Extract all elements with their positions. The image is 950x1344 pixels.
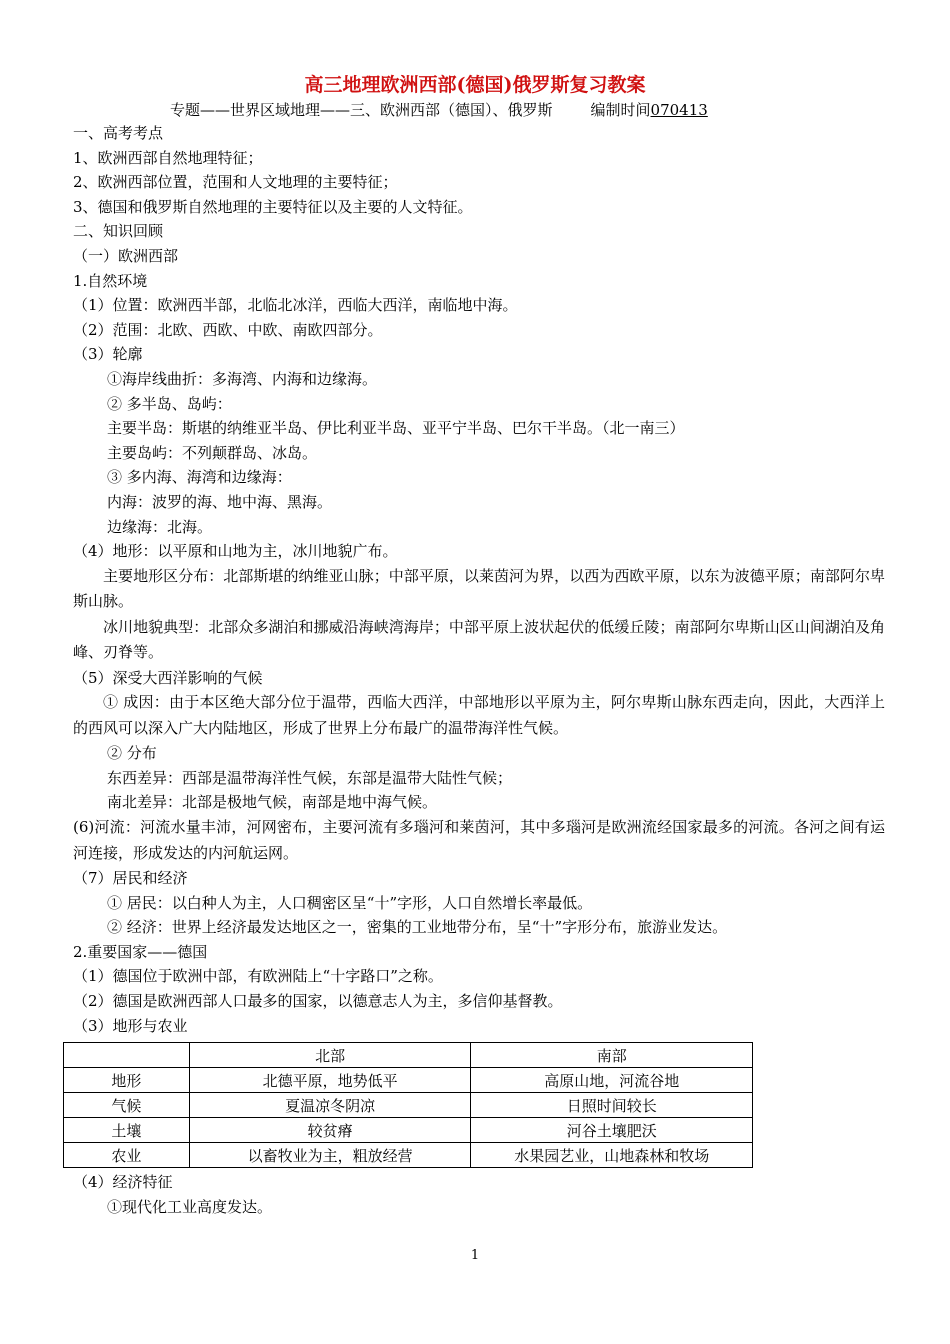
- document-title: 高三地理欧洲西部(德国)俄罗斯复习教案: [304, 74, 646, 96]
- table-header-cell: 南部: [471, 1043, 753, 1068]
- document-body: [73, 121, 885, 1038]
- table-cell: 较贫瘠: [189, 1118, 471, 1143]
- topic-text: 专题——世界区域地理——三、欧洲西部（德国）、俄罗斯: [170, 101, 553, 119]
- text-line: 1.自然环境: [73, 271, 148, 290]
- text-paragraph: 冰川地貌典型：北部众多湖泊和挪威沿海峡湾海岸；中部平原上波状起伏的低缓丘陵；南部阿尔卑斯山区山间湖泊及角峰、刃脊等。: [73, 617, 885, 662]
- table-row: [64, 1093, 753, 1118]
- text-line: （5）深受大西洋影响的气候: [73, 668, 263, 687]
- document-subtitle: [170, 99, 708, 120]
- table-cell: 河谷土壤肥沃: [471, 1118, 753, 1143]
- text-line: 2、欧洲西部位置，范围和人文地理的主要特征；: [73, 173, 398, 192]
- text-paragraph: ① 成因：由于本区绝大部分位于温带，西临大西洋，中部地形以平原为主，阿尔卑斯山脉东西走向，因此，大西洋上的西风可以深入广大内陆地区，形成了世界上分布最广的温带海洋性气候。: [73, 693, 885, 737]
- text-line: 南北差异：北部是极地气候，南部是地中海气候。: [107, 793, 438, 812]
- text-line: ①现代化工业高度发达。: [107, 1197, 273, 1216]
- table-header-row: [64, 1043, 753, 1068]
- page-number: 1: [470, 1248, 480, 1263]
- table-cell: 北德平原，地势低平: [189, 1068, 471, 1093]
- table-cell: 日照时间较长: [471, 1093, 753, 1118]
- text-line: （1）德国位于欧洲中部，有欧洲陆上“十字路口”之称。: [73, 967, 443, 986]
- text-line: 1、欧洲西部自然地理特征；: [73, 148, 263, 167]
- text-line: 3、德国和俄罗斯自然地理的主要特征以及主要的人文特征。: [73, 197, 473, 216]
- date-label: 编制时间: [590, 101, 651, 119]
- table-header-cell: [64, 1043, 190, 1068]
- text-line: 2.重要国家——德国: [73, 942, 208, 961]
- text-line: （2）德国是欧洲西部人口最多的国家，以德意志人为主，多信仰基督教。: [73, 992, 563, 1011]
- table-cell: 农业: [64, 1143, 190, 1168]
- text-line: （7）居民和经济: [73, 869, 188, 888]
- text-line: （2）范围：北欧、西欧、中欧、南欧四部分。: [73, 320, 383, 339]
- text-line: ② 分布: [107, 744, 157, 763]
- table-cell: 水果园艺业，山地森林和牧场: [471, 1143, 753, 1168]
- text-line: （1）位置：欧洲西半部，北临北冰洋，西临大西洋，南临地中海。: [73, 296, 518, 315]
- text-paragraph: 主要地形区分布：北部斯堪的纳维亚山脉；中部平原，以莱茵河为界，以西为西欧平原，以东为波德平原；南部阿尔卑斯山脉。: [73, 566, 885, 611]
- document-tail: [73, 1170, 272, 1219]
- text-line: 主要半岛：斯堪的纳维亚半岛、伊比利亚半岛、亚平宁半岛、巴尔干半岛。（北一南三）: [107, 419, 685, 438]
- table-cell: 地形: [64, 1068, 190, 1093]
- table-cell: 气候: [64, 1093, 190, 1118]
- text-line: 内海：波罗的海、地中海、黑海。: [107, 492, 333, 511]
- table-row: [64, 1118, 753, 1143]
- text-line: （4）经济特征: [73, 1173, 173, 1191]
- table-cell: 高原山地，河流谷地: [471, 1068, 753, 1093]
- text-line: ② 多半岛、岛屿：: [107, 394, 232, 413]
- table-cell: 土壤: [64, 1118, 190, 1143]
- subsection-heading: （一）欧洲西部: [73, 246, 179, 265]
- text-line: ①海岸线曲折：多海湾、内海和边缘海。: [107, 369, 378, 388]
- text-line: ③ 多内海、海湾和边缘海：: [107, 468, 292, 487]
- text-line: 东西差异：西部是温带海洋性气候，东部是温带大陆性气候；: [107, 768, 513, 787]
- text-paragraph: (6)河流：河流水量丰沛，河网密布，主要河流有多瑙河和莱茵河，其中多瑙河是欧洲流经国家最多的河流。各河之间有运河连接，形成发达的内河航运网。: [73, 818, 885, 862]
- table-cell: 夏温凉冬阴凉: [189, 1093, 471, 1118]
- text-line: （3）地形与农业: [73, 1016, 188, 1035]
- table-row: [64, 1143, 753, 1168]
- text-line: ② 经济：世界上经济最发达地区之一，密集的工业地带分布，呈“十”字形分布，旅游业发达。: [107, 918, 728, 937]
- table-row: [64, 1068, 753, 1093]
- terrain-agriculture-table: [63, 1042, 753, 1168]
- text-line: 边缘海：北海。: [107, 517, 213, 536]
- section-heading: 一、高考考点: [73, 124, 164, 142]
- text-line: （3）轮廓: [73, 345, 143, 364]
- text-line: （4）地形：以平原和山地为主，冰川地貌广布。: [73, 542, 398, 561]
- section-heading: 二、知识回顾: [73, 222, 164, 241]
- table-cell: 以畜牧业为主，粗放经营: [189, 1143, 471, 1168]
- date-value: 070413: [650, 101, 708, 119]
- text-line: ① 居民：以白种人为主，人口稠密区呈“十”字形，人口自然增长率最低。: [107, 893, 593, 912]
- text-line: 主要岛屿：不列颠群岛、冰岛。: [107, 443, 318, 462]
- table-header-cell: 北部: [189, 1043, 471, 1068]
